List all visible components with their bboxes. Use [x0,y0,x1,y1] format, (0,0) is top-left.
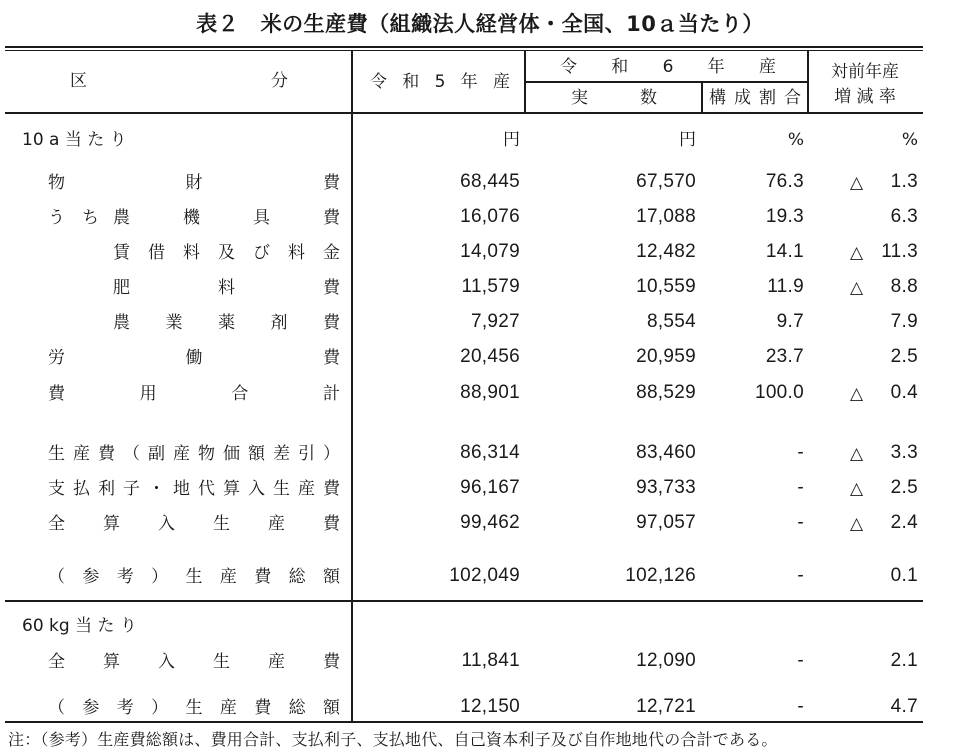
row-label-char: 地 [173,479,190,499]
cell-yoy: 11.3 [881,241,918,262]
decrease-triangle-icon: △ [850,243,864,263]
row-label-char: ・ [148,479,165,499]
row-label-char: 産 [173,444,190,464]
row-label-char: ） [151,567,169,587]
row-label-char: 費 [323,348,340,368]
row-label [48,348,340,368]
header-char: 6 [662,57,674,77]
row-label-char: 働 [185,348,203,368]
cell-r6-share: 19.3 [765,206,804,227]
row-label-char: 財 [185,173,203,193]
row-label [48,479,340,499]
row-label-char: 産 [268,652,285,672]
section-label-per-10a: 10 a 当 た り [22,130,127,150]
cell-r5: 96,167 [460,477,520,498]
row-label-char: 賃 [113,243,130,263]
cell-r6-share: - [797,696,804,717]
r6-header-split-rule [525,81,809,83]
header-char: 成 [734,88,751,108]
row-label-char: 参 [82,698,100,718]
header-bottom-rule [5,112,923,114]
row-label-char: 費 [323,479,340,499]
row-label-char: 費 [98,444,115,464]
row-label-char: 算 [103,514,120,534]
unit-r6-share: % [787,130,804,150]
cell-r5: 7,927 [470,311,520,332]
row-label-char: （ [123,444,140,464]
row-label-char: 差 [273,444,290,464]
row-label-char: ） [151,698,169,718]
cell-r5: 12,150 [460,696,520,717]
row-label-char: 生 [185,698,203,718]
cell-r5: 86,314 [460,442,520,463]
cell-r6-actual: 20,959 [636,346,696,367]
row-label-char: 薬 [218,313,235,333]
cell-yoy: 0.4 [890,382,918,403]
row-label-char: 費 [323,313,340,333]
cell-yoy: 7.9 [890,311,918,332]
row-label-char: 生 [185,567,203,587]
row-label-char: 考 [116,567,134,587]
row-label-prefix: う ち [48,208,99,228]
row-label-char: 農 [113,313,130,333]
cell-r6-share: 100.0 [754,382,804,403]
row-label [48,652,340,672]
row-label-char: 額 [248,444,265,464]
cell-r6-share: - [797,442,804,463]
cell-r6-share: 23.7 [765,346,804,367]
row-label-char: 機 [183,208,200,228]
col-divider-category [351,50,353,722]
row-label-char: 借 [148,243,165,263]
row-label-char: 計 [322,384,340,404]
cell-yoy: 6.3 [890,206,918,227]
cell-r6-actual: 97,057 [636,512,696,533]
cell-r6-share: 11.9 [767,276,804,297]
row-label-char: 産 [219,698,237,718]
col-divider-r5 [524,50,526,113]
cell-yoy: 3.3 [890,442,918,463]
row-label-char: 農 [113,208,130,228]
top-rule-outer [5,46,923,48]
unit-yoy: % [901,130,918,150]
cell-r6-actual: 12,482 [636,241,696,262]
cell-r6-actual: 12,090 [636,650,696,671]
cell-r6-share: 9.7 [776,311,804,332]
row-label [48,444,340,464]
decrease-triangle-icon: △ [850,514,864,534]
row-label-char: 総 [288,698,306,718]
header-char: 区 [70,71,87,91]
row-label-char: 産 [268,514,285,534]
header-yoy-line2: 増 減 率 [834,87,896,107]
row-label-char: 考 [116,698,134,718]
row-label-char: 代 [198,479,215,499]
cell-yoy: 4.7 [890,696,918,717]
row-label-char: 生 [48,444,65,464]
row-label-char: 費 [323,278,340,298]
header-char: 割 [759,88,776,108]
row-label [113,278,340,298]
cell-r6-share: - [797,512,804,533]
cell-r5: 16,076 [460,206,520,227]
cell-r5: 102,049 [449,565,520,586]
cell-r6-actual: 93,733 [636,477,696,498]
row-label [48,567,340,587]
row-label-char: 物 [48,173,65,193]
section-divider-rule [5,600,923,602]
row-label-char: 用 [139,384,157,404]
row-label-char: 費 [254,698,272,718]
cell-r5: 88,901 [460,382,520,403]
row-label [113,313,340,333]
row-label-char: 産 [298,479,315,499]
cell-r6-actual: 88,529 [636,382,696,403]
header-char: 5 [434,72,446,92]
row-label-char: 労 [48,348,65,368]
row-label-char: 具 [253,208,270,228]
row-label-char: 金 [323,243,340,263]
row-label [48,384,340,404]
row-label-char: 料 [288,243,305,263]
row-label-char: 生 [213,514,230,534]
decrease-triangle-icon: △ [850,384,864,404]
cell-r6-share: - [797,477,804,498]
row-label-char: 参 [82,567,100,587]
row-label-char: 料 [183,243,200,263]
cell-yoy: 1.3 [890,171,918,192]
row-label [48,173,340,193]
row-label-char: 剤 [270,313,288,333]
header-char: 年 [707,57,725,77]
row-label-char: 額 [323,698,340,718]
footnote: 注：（参考）生産費総額は、費用合計、支払利子、支払地代、自己資本利子及び自作地地代の合計である。 [8,730,778,749]
cell-r6-share: 14.1 [765,241,804,262]
cell-yoy: 2.1 [890,650,918,671]
row-label-char: （ [48,698,65,718]
cell-yoy: 0.1 [890,565,918,586]
row-label-char: 費 [48,384,65,404]
cell-r5: 99,462 [460,512,520,533]
row-label-char: 料 [218,278,235,298]
header-char: 分 [271,71,288,91]
decrease-triangle-icon: △ [850,479,864,499]
unit-r5: 円 [503,130,520,150]
section-label-per-60kg: 60 kg 当 た り [22,616,137,636]
header-char: 数 [640,88,657,108]
row-label-char: 額 [323,567,340,587]
row-label-char: 費 [254,567,272,587]
row-label-char: 産 [219,567,237,587]
cell-r6-actual: 67,570 [636,171,696,192]
row-label-char: （ [48,567,65,587]
header-char: 合 [784,88,801,108]
cell-r5: 68,445 [460,171,520,192]
row-label-char: 入 [158,652,175,672]
row-label-char: 利 [98,479,115,499]
row-label [113,208,340,228]
row-label-char: 業 [165,313,183,333]
row-label-char: び [253,243,270,263]
row-label [113,243,340,263]
cell-r6-share: - [797,650,804,671]
cell-r6-actual: 10,559 [636,276,696,297]
header-r6-share [709,88,801,108]
bottom-rule [5,721,923,723]
header-r6-actual [571,88,657,108]
row-label-char: 費 [323,173,340,193]
header-char: 令 [370,72,387,92]
row-label-char: 副 [148,444,165,464]
cell-r5: 20,456 [460,346,520,367]
row-label-char: 入 [248,479,265,499]
row-label-char: 物 [198,444,215,464]
row-label-char: 価 [223,444,240,464]
cell-r6-share: 76.3 [765,171,804,192]
cell-yoy: 8.8 [890,276,918,297]
row-label-char: 支 [48,479,65,499]
header-char: 令 [560,57,577,77]
top-rule-inner [5,50,923,51]
header-char: 年 [460,72,478,92]
row-label-char: 引 [298,444,315,464]
cell-r6-actual: 17,088 [636,206,696,227]
decrease-triangle-icon: △ [850,444,864,464]
row-label-char: 払 [73,479,90,499]
row-label-char: 合 [231,384,249,404]
header-char: 産 [758,57,776,77]
cell-yoy: 2.5 [890,346,918,367]
decrease-triangle-icon: △ [850,173,864,193]
header-yoy-line1: 対前年産 [831,62,899,82]
header-char: 和 [611,57,629,77]
cell-r6-actual: 83,460 [636,442,696,463]
header-char: 産 [492,72,510,92]
header-category [70,71,288,91]
row-label-char: 費 [323,208,340,228]
cell-r5: 14,079 [460,241,520,262]
row-label-char: 総 [288,567,306,587]
row-label-char: 入 [158,514,175,534]
row-label-char: 全 [48,652,65,672]
row-label-char: 費 [323,514,340,534]
cell-r6-actual: 8,554 [646,311,696,332]
col-divider-r6 [807,50,809,113]
header-char: 実 [571,88,588,108]
row-label-char: 算 [103,652,120,672]
cell-yoy: 2.5 [890,477,918,498]
header-r5 [370,72,510,92]
row-label-char: 算 [223,479,240,499]
header-r6 [560,57,776,77]
col-divider-r6-inner [701,82,703,113]
row-label-char: 生 [213,652,230,672]
header-char: 構 [709,88,726,108]
header-char: 和 [402,72,420,92]
cell-r5: 11,579 [461,276,520,297]
row-label-char: 肥 [113,278,130,298]
table-title: 表２ 米の生産費（組織法人経営体・全国、10ａ当たり） [196,12,764,36]
cell-yoy: 2.4 [890,512,918,533]
row-label-char: 生 [273,479,290,499]
cell-r6-actual: 12,721 [636,696,696,717]
unit-r6-actual: 円 [679,130,696,150]
row-label-char: 費 [323,652,340,672]
row-label-char: 子 [123,479,140,499]
row-label-char: 産 [73,444,90,464]
row-label [48,514,340,534]
decrease-triangle-icon: △ [850,278,864,298]
cell-r5: 11,841 [461,650,520,671]
cell-r6-actual: 102,126 [625,565,696,586]
row-label-char: ） [323,444,340,464]
cell-r6-share: - [797,565,804,586]
row-label-char: 全 [48,514,65,534]
row-label-char: 及 [218,243,235,263]
row-label [48,698,340,718]
